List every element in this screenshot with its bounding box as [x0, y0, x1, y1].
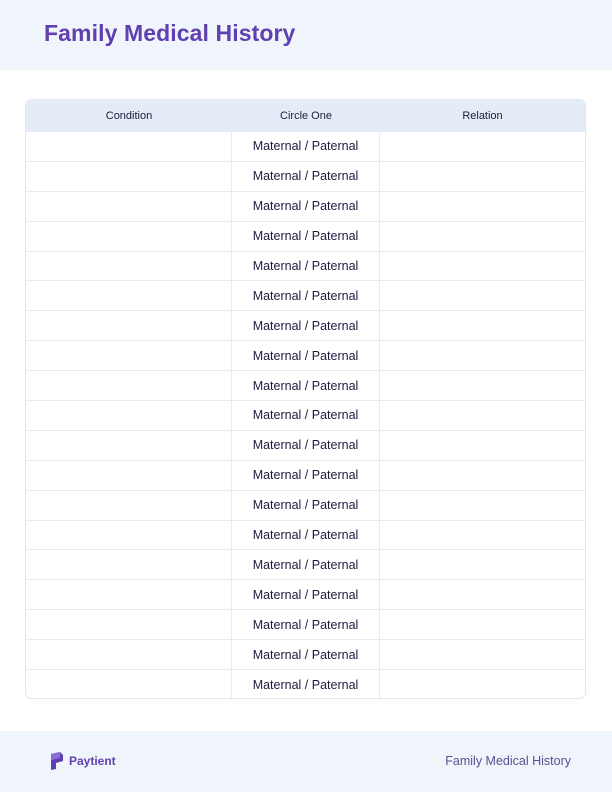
condition-cell[interactable] — [26, 192, 232, 221]
relation-cell[interactable] — [380, 431, 585, 460]
relation-cell[interactable] — [380, 162, 585, 191]
table-row — [26, 162, 585, 192]
table-row — [26, 311, 585, 341]
circle-one-cell[interactable]: Maternal / Paternal — [232, 640, 380, 669]
table-row — [26, 192, 585, 222]
circle-one-cell[interactable]: Maternal / Paternal — [232, 431, 380, 460]
relation-cell[interactable] — [380, 192, 585, 221]
relation-cell[interactable] — [380, 521, 585, 550]
condition-cell[interactable] — [26, 281, 232, 310]
condition-cell[interactable] — [26, 670, 232, 699]
circle-one-cell[interactable]: Maternal / Paternal — [232, 610, 380, 639]
table-row — [26, 252, 585, 282]
table-row — [26, 461, 585, 491]
condition-cell[interactable] — [26, 550, 232, 579]
table-row — [26, 521, 585, 551]
circle-one-cell[interactable]: Maternal / Paternal — [232, 461, 380, 490]
table-row — [26, 640, 585, 670]
relation-cell[interactable] — [380, 670, 585, 699]
condition-cell[interactable] — [26, 461, 232, 490]
condition-cell[interactable] — [26, 610, 232, 639]
page-footer — [0, 731, 612, 792]
table-body — [26, 132, 585, 699]
relation-cell[interactable] — [380, 640, 585, 669]
table-row — [26, 401, 585, 431]
circle-one-cell[interactable]: Maternal / Paternal — [232, 580, 380, 609]
circle-one-cell[interactable]: Maternal / Paternal — [232, 491, 380, 520]
paytient-logo-icon — [51, 752, 63, 770]
table-row — [26, 610, 585, 640]
condition-cell[interactable] — [26, 401, 232, 430]
circle-one-cell[interactable]: Maternal / Paternal — [232, 550, 380, 579]
column-header-condition: Condition — [105, 110, 153, 122]
circle-one-cell[interactable]: Maternal / Paternal — [232, 252, 380, 281]
condition-cell[interactable] — [26, 222, 232, 251]
family-history-table — [25, 99, 586, 699]
relation-cell[interactable] — [380, 610, 585, 639]
condition-cell[interactable] — [26, 311, 232, 340]
circle-one-cell[interactable]: Maternal / Paternal — [232, 401, 380, 430]
table-row — [26, 132, 585, 162]
footer-title: Family Medical History — [445, 754, 571, 768]
table-row — [26, 580, 585, 610]
condition-cell[interactable] — [26, 132, 232, 161]
relation-cell[interactable] — [380, 580, 585, 609]
circle-one-cell[interactable]: Maternal / Paternal — [232, 132, 380, 161]
relation-cell[interactable] — [380, 401, 585, 430]
condition-cell[interactable] — [26, 371, 232, 400]
relation-cell[interactable] — [380, 281, 585, 310]
circle-one-cell[interactable]: Maternal / Paternal — [232, 341, 380, 370]
brand — [51, 752, 116, 770]
condition-cell[interactable] — [26, 162, 232, 191]
table-row — [26, 550, 585, 580]
condition-cell[interactable] — [26, 521, 232, 550]
relation-cell[interactable] — [380, 371, 585, 400]
condition-cell[interactable] — [26, 252, 232, 281]
relation-cell[interactable] — [380, 341, 585, 370]
table-row — [26, 341, 585, 371]
circle-one-cell[interactable]: Maternal / Paternal — [232, 311, 380, 340]
condition-cell[interactable] — [26, 491, 232, 520]
condition-cell[interactable] — [26, 580, 232, 609]
table-row — [26, 431, 585, 461]
brand-name: Paytient — [69, 754, 116, 768]
relation-cell[interactable] — [380, 252, 585, 281]
relation-cell[interactable] — [380, 550, 585, 579]
condition-cell[interactable] — [26, 431, 232, 460]
table-row — [26, 491, 585, 521]
circle-one-cell[interactable]: Maternal / Paternal — [232, 371, 380, 400]
circle-one-cell[interactable]: Maternal / Paternal — [232, 222, 380, 251]
condition-cell[interactable] — [26, 341, 232, 370]
page-title: Family Medical History — [44, 20, 296, 46]
table-row — [26, 371, 585, 401]
column-header-circle-one: Circle One — [280, 110, 332, 122]
relation-cell[interactable] — [380, 491, 585, 520]
relation-cell[interactable] — [380, 311, 585, 340]
relation-cell[interactable] — [380, 222, 585, 251]
circle-one-cell[interactable]: Maternal / Paternal — [232, 162, 380, 191]
circle-one-cell[interactable]: Maternal / Paternal — [232, 521, 380, 550]
relation-cell[interactable] — [380, 132, 585, 161]
column-header-relation: Relation — [462, 110, 503, 122]
table-header-row — [26, 100, 585, 132]
table-row — [26, 281, 585, 311]
page-header — [0, 0, 612, 70]
relation-cell[interactable] — [380, 461, 585, 490]
condition-cell[interactable] — [26, 640, 232, 669]
circle-one-cell[interactable]: Maternal / Paternal — [232, 192, 380, 221]
table-row — [26, 222, 585, 252]
table-row — [26, 670, 585, 699]
circle-one-cell[interactable]: Maternal / Paternal — [232, 281, 380, 310]
circle-one-cell[interactable]: Maternal / Paternal — [232, 670, 380, 699]
